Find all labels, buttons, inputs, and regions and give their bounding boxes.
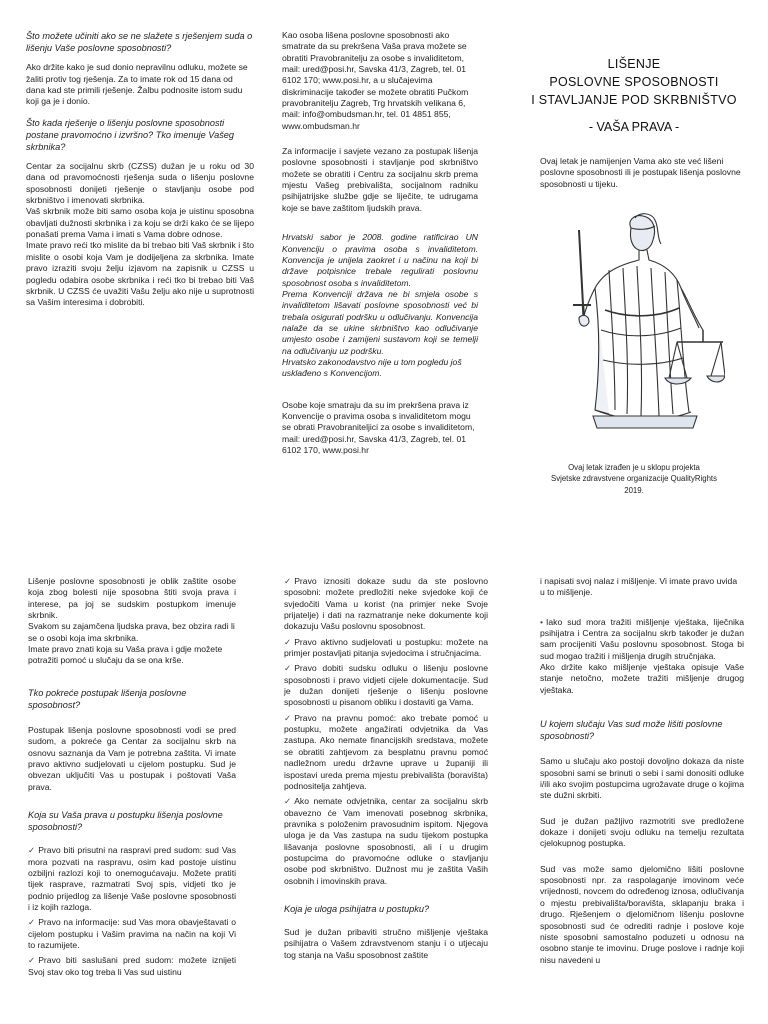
right-special-guardian: ✓ Ako nemate odvjetnika, centar za socijalnu skrb obavezno će Vam imenovati posebnog skrbnika, pravnika s položenim pravosudnim ispitom. Njegova uloga je da Vas zastupa na sudu tijekom postupka lišavanja poslovne sposobnosti, ali i u drugim postupcima do pravomoćne odluke o stavljanju osobe pod skrbništvo. Dužnost mu je zaštita Vaših osobnih i imovinskih prava. [284, 796, 488, 886]
question-who-starts: Tko pokreće postupak lišenja poslovne sposobnost? [28, 687, 187, 710]
right-presence: ✓ Pravo biti prisutni na raspravi pred sudom: sud Vas mora pozvati na raspravu, osim kad postoje uistinu ozbiljni razlozi koji to onemogućavaju. Možete pratiti tijek rasprave, razmatrati Svoj spis, vidjeti tko je podnio prijedlog za lišenje Vaše poslovne sposobnosti i iz kojih razloga. [28, 845, 236, 913]
credit-line-3: 2019. [624, 485, 644, 495]
credit-line-1: Ovaj letak izrađen je u sklopu projekta [568, 463, 700, 472]
project-credit [520, 462, 748, 496]
paragraph-other-expert: Ako držite kako mišljenje vještaka opisuje Vaše stanje netočno, možete tražiti mišljenje drugog vještaka. [540, 662, 744, 695]
paragraph-czss: Centar za socijalnu skrb (CZSS) dužan je u roku od 30 dana od pravomoćnosti rješenja suda o lišenju poslovne sposobnosti donijeti rješenje o stavljanju osobe pod skrbništvo i imenovati skrbnika. [26, 161, 254, 206]
paragraph-human-rights: Svakom su zajamčena ljudska prava, bez obzira radi li se o osobi koja ima skrbnika. [28, 621, 235, 643]
top-column-2 [282, 30, 478, 465]
paragraph-know-rights: Imate pravo znati koja su Vaša prava i gdje možete potražiti pomoć u slučaju da se ona krše. [28, 644, 223, 666]
leaflet-title-line-2: POSLOVNE SPOSOBNOSTI [549, 75, 719, 90]
checkmark-icon: ✓ [284, 796, 292, 807]
paragraph-evidence: Samo u slučaju ako postoji dovoljno dokaza da niste sposobni sami se brinuti o sebi i sami donositi odluke i/ili ako svojim postupcima ugrožavate druge o kojima ste dužni skrbiti. [540, 756, 744, 801]
paragraph-findings: i napisati svoj nalaz i mišljenje. Vi imate pravo uvida u to mišljenje. [540, 576, 738, 598]
bottom-column-2 [284, 576, 488, 970]
top-column-3 [520, 55, 748, 199]
justice-icon [565, 210, 725, 440]
right-participation: ✓ Pravo aktivno sudjelovati u postupku: možete na primjer postavljati pitanja svjedocima i stručnjacima. [284, 636, 488, 659]
checkmark-icon: ✓ [284, 636, 292, 647]
checkmark-icon: ✓ [28, 845, 36, 856]
checkmark-icon: ✓ [284, 663, 292, 674]
paragraph-legislation: Hrvatsko zakonodavstvo nije u tom pogledu još usklađeno s Konvencijom. [282, 356, 462, 379]
right-evidence: ✓ Pravo iznositi dokaze sudu da ste poslovno sposobni: možete predložiti neke svjedoke koji će svjedočiti Vama u korist (na primjer neke Svoje prijatelje) i dati na razmatranje neke dokumente koji dokazuju Vašu poslovnu sposobnost. [284, 576, 488, 632]
paragraph-court-duty: Sud je dužan pažljivo razmotriti sve predložene dokaze i donijeti svoju odluku na temelju rezultata cjelokupnog postupka. [540, 815, 744, 849]
right-decision: ✓ Pravo dobiti sudsku odluku o lišenju poslovne sposobnosti i pravo vidjeti cijele dokumentacije. Sud je dužan donijeti rješenje o lišenju poslovne sposobnosti u pisanom obliku i dostaviti ga Vama. [284, 663, 488, 708]
paragraph-convention-state: Prema Konvenciji država ne bi smjela osobe s invaliditetom lišavati poslovne sposobnosti već bi trebala osigurati podršku u odlučivanju. Konvencija nalaže da se ukine skrbništvo kao odlučivanje umjesto osobe i zamijeni sustavom koji se temelji na odlučivanju uz podršku. [282, 288, 478, 356]
bottom-column-3 [540, 576, 744, 975]
top-column-1 [26, 30, 254, 318]
checkmark-icon: ✓ [284, 576, 292, 586]
paragraph-info: Za informacije i savjete vezano za postupak lišenja poslovne sposobnosti i stavljanje pod skrbništvo možete se obratiti i Centru za socijalnu skrb prema mjestu Vašeg prebivališta, socijalnom radniku psihijatrijske službe gdje se liječite, te udrugama koje se bave zaštitom ljudskih prava. [282, 146, 478, 213]
checkmark-icon: ✓ [284, 712, 292, 723]
leaflet-intro: Ovaj letak je namijenjen Vama ako ste već lišeni poslovne sposobnosti ili je postupak lišenja poslovne sposobnosti u tijeku. [540, 155, 741, 189]
paragraph-court-assess: • Iako sud mora tražiti mišljenje vještaka, liječnika psihijatra i Centra za socijalnu skrb također je dužan sam procijeniti Vašu poslovnu sposobnost. Stoga bi sud mogao tražiti i mišljenja drugih stručnjaka. [540, 616, 744, 661]
paragraph-appeal: Ako držite kako je sud donio nepravilnu odluku, možete se žaliti protiv tog rješenja. Za to imate rok od 15 dana od dana kad ste primili rješenje. Žalbu podnosite istom sudu koji ga je i donio. [26, 62, 248, 107]
checkmark-icon: ✓ [28, 955, 36, 966]
question-rights: Koja su Vaša prava u postupku lišenja poslovne sposobnosti? [28, 810, 223, 833]
leaflet-title-line-1: LIŠENJE [607, 57, 661, 71]
paragraph-ombudsman: Kao osoba lišena poslovne sposobnosti ako smatrate da su prekršena Vaša prava možete se obratiti Pravobranitelju za osobe s invaliditetom, mail: ured@posi.hr, Savska 41/3, Zagreb, tel. 01 6102 170; www.posi.hr, a u slučajevima diskriminacije također se možete obratiti Pučkom pravobranitelju Zagreb, Trg hrvatskih velikana 6, mail: info@ombudsman.hr, tel. 01 4851 855, www.ombudsman.hr [282, 30, 469, 131]
right-information: ✓ Pravo na informacije: sud Vas mora obavještavati o cijelom postupku i Vašim pravima na način na koji Vi to razumijete. [28, 917, 236, 951]
question-psychiatrist: Koja je uloga psihijatra u postupku? [284, 903, 430, 914]
paragraph-partial: Sud vas može samo djelomično lišiti poslovne sposobnosti npr. za raspolaganje imovinom veće vrijednosti, novcem do određenog iznosa, odlučivanja o mjestu prebivališta/boravišta, sklapanju braka i drugo. Rješenjem o djelomičnom lišenju poslovne sposobnosti sud će odrediti radnje i poslove koje niste sposobni samostalno poduzeti u odnosu na osobno stanje te imovinu. Druge poslove i radnje koji nisu navedeni u [540, 863, 744, 965]
paragraph-guardian-right: Imate pravo reći tko mislite da bi trebao biti Vaš skrbnik i što mislite o osobi koja Vam je dodijeljena za skrbnika. Imate pravo izraziti svoju želju izjavom na zapisnik u CZSS u pogledu odabira osobe skrbnika i reći tko bi trebao biti Vaš skrbnik. U CZSS će uvažiti Vašu želju ako nije u suprotnosti sa Vašim interesima i dobrobiti. [26, 240, 254, 308]
paragraph-convention-contact: Osobe koje smatraju da su im prekršena prava iz Konvencije o pravima osoba s invaliditetom mogu se obrati Pravobraniteljici za osobe s invaliditetom, mail: ured@posi.hr, Savska 41/3, Zagreb, tel. 01 6102 170, www.posi.hr [282, 399, 475, 455]
paragraph-procedure: Postupak lišenja poslovne sposobnosti vodi se pred sudom, a pokreće ga Centar za socijalnu skrb na osnovu saznanja da Vam je potrebna zaštita. Vi imate pravo aktivno sudjelovati u cijelom postupku. Sud je obvezan uključiti Vas u postupak i poštovati Vaša prava. [28, 725, 236, 792]
credit-line-2: Svjetske zdravstvene organizacije QualityRights [551, 474, 717, 484]
bullet-icon: • [540, 616, 544, 627]
leaflet-title-line-3: I STAVLJANJE POD SKRBNIŠTVO [531, 93, 737, 108]
paragraph-guardian-who: Vaš skrbnik može biti samo osoba koja je uistinu sposobna obavljati dužnosti skrbnika i za koju se drži kako će se lijepo ponašati prema Vama i imati s Vama dobre odnose. [26, 206, 254, 240]
right-legal-aid: ✓ Pravo na pravnu pomoć: ako trebate pomoć u postupku, možete angažirati odvjetnika da Vas zastupa. Ako nemate financijskih sredstava, možete se obratiti zahtjevom za besplatnu pravnu pomoć nadležnom uredu državne uprave u županiji ili ispostavi ureda prema mjestu prebivališta (boravišta) podnositelja zahtjeva. [284, 712, 488, 791]
question-appeal: Što možete učiniti ako se ne slažete s rješenjem suda o lišenju Vaše poslovne sposobnosti? [26, 31, 253, 54]
lady-justice-illustration [565, 210, 725, 440]
paragraph-definition: Lišenje poslovne sposobnosti je oblik zaštite osobe koja zbog bolesti nije sposobna štiti svoja prava i interese, pa joj se sudskim postupkom imenuje skrbnik. [28, 576, 236, 621]
question-when-deprive: U kojem slučaju Vas sud može lišiti poslovne sposobnosti? [540, 719, 723, 742]
leaflet-subtitle: - VAŠA PRAVA - [588, 120, 680, 135]
question-guardian: Što kada rješenje o lišenju poslovne sposobnosti postane pravomoćno i izvršno? Tko imenuje Vašeg skrbnika? [26, 117, 235, 152]
bottom-column-1 [28, 576, 236, 982]
checkmark-icon: ✓ [28, 917, 36, 928]
paragraph-convention: Hrvatski sabor je 2008. godine ratificirao UN Konvenciju o pravima osoba s invaliditetom. Konvencija je unijela zaokret i u načinu na koji bi države potpisnice trebale regulirati poslovnu sposobnost osoba s invaliditetom. [282, 232, 478, 288]
right-hearing: ✓ Pravo biti saslušani pred sudom: možete iznijeti Svoj stav oko tog treba li Vas sud uistinu [28, 955, 236, 977]
paragraph-psychiatrist: Sud je dužan pribaviti stručno mišljenje vještaka psihijatra o Vašem zdravstvenom stanju i o utjecaju tog stanja na Vašu sposobnost zaštite [284, 927, 488, 960]
